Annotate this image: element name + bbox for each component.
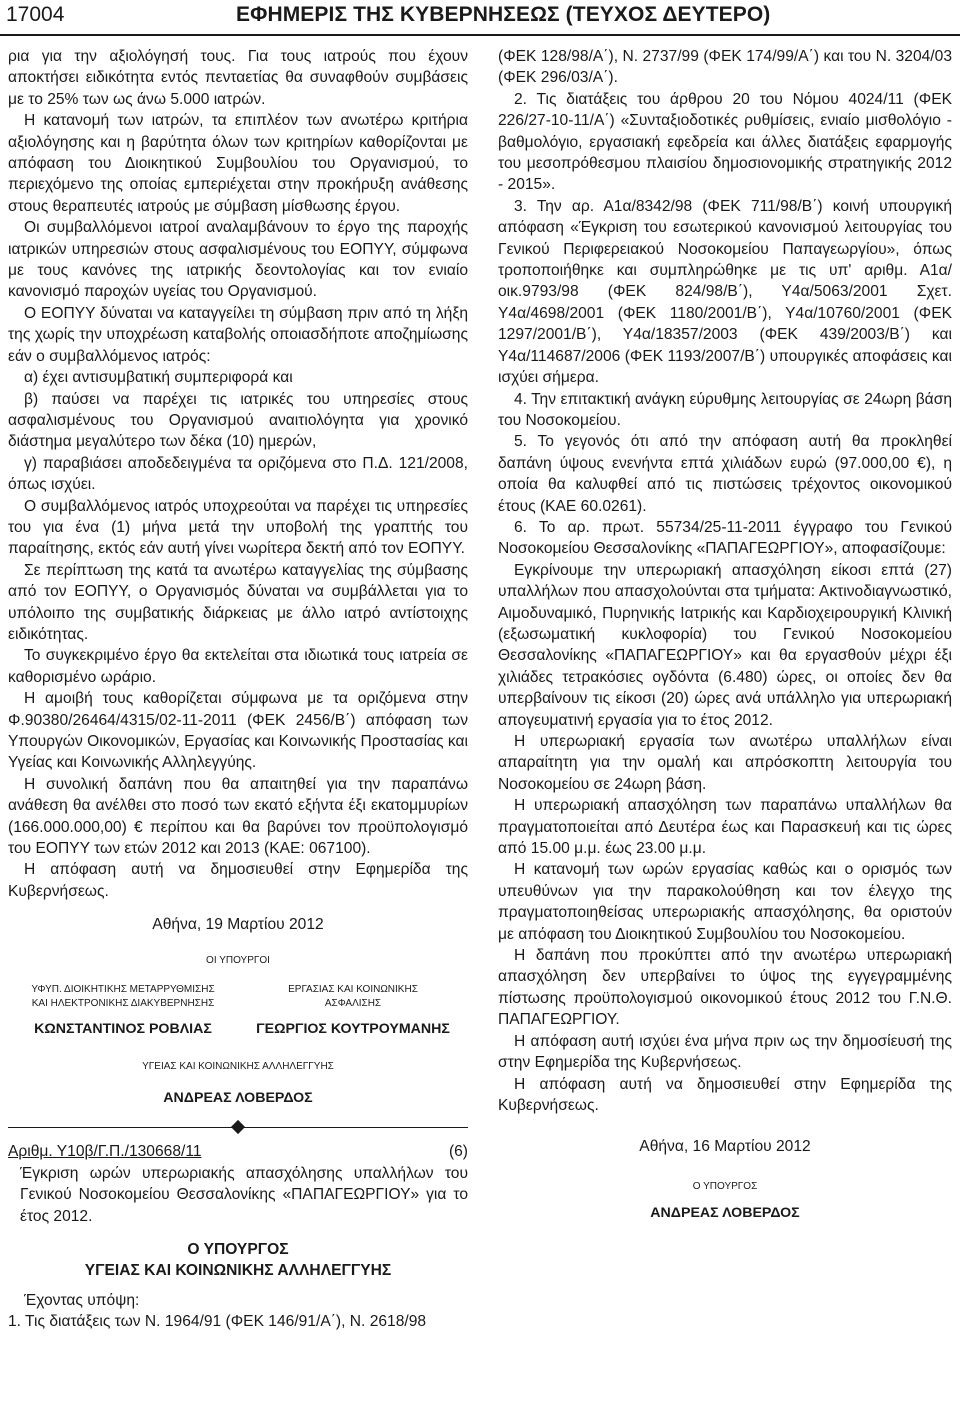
signatory-role: Ο ΥΠΟΥΡΓΟΣ	[692, 1180, 758, 1192]
paragraph: Η συνολική δαπάνη που θα απαιτηθεί για την παραπάνω ανάθεση θα ανέλθει στο ποσό των εκατό εξήντα έξι εκατομμυρίων (166.000.000,00) € περίπου και θα βαρύνει τον προϋπολογισμό του ΕΟΠΥΥ των ετών 2012 και 2013 (ΚΑΕ: 067100).	[8, 775, 468, 858]
paragraph: Σε περίπτωση της κατά τα ανωτέρω καταγγελίας της σύμβασης από τον ΕΟΠΥΥ, ο Οργανισμός δύναται να συμβάλλεται για το υπόλοιπο της συμβατικής διάρκειας με άλλο ιατρό αντίστοιχης ειδικότητας.	[8, 561, 468, 643]
signatory-names	[8, 1019, 468, 1040]
paragraph: 5. Το γεγονός ότι από την απόφαση αυτή θα προκληθεί δαπάνη ύψους ενενήντα επτά χιλιάδων ευρώ (97.000,00 €), η οποία θα καλυφθεί από τις πιστώσεις τρέχοντος οικονομικού έτους (ΚΑΕ 60.0261).	[498, 433, 952, 515]
decision-reference	[8, 1141, 468, 1162]
paragraph: α) έχει αντισυμβατική συμπεριφορά και	[24, 369, 293, 387]
signatory-name-health: ΑΝΔΡΕΑΣ ΛΟΒΕΡΔΟΣ	[163, 1089, 313, 1106]
role-line: ΕΡΓΑΣΙΑΣ ΚΑΙ ΚΟΙΝΩΝΙΚΗΣ	[288, 984, 418, 996]
header-divider	[0, 34, 960, 36]
paragraph: ρια για την αξιολόγησή τους. Για τους ιατρούς που έχουν αποκτήσει ειδικότητα εντός πενταετίας θα συναφθούν συμβάσεις με το 25% των ως άνω 5.000 ιατρών.	[8, 48, 468, 108]
signatory-roles	[8, 983, 468, 1011]
paragraph: (ΦΕΚ 128/98/Α΄), Ν. 2737/99 (ΦΕΚ 174/99/Α΄) και του Ν. 3204/03 (ΦΕΚ 296/03/Α΄).	[498, 48, 952, 87]
ministers-heading: ΟΙ ΥΠΟΥΡΓΟΙ	[206, 954, 270, 966]
reference-number: Αριθμ. Υ10β/Γ.Π./130668/11	[8, 1143, 202, 1161]
signatory-role-left	[8, 983, 238, 1011]
paragraph: Η υπερωριακή απασχόληση των παραπάνω υπαλλήλων θα πραγματοποιείται από Δευτέρα έως και Παρασκευή και τις ώρες από 15.00 μ.μ. έως 23.00 μ.μ.	[498, 797, 952, 858]
paragraph: Η κατανομή των ωρών εργασίας καθώς και ο ορισμός των υπευθύνων για την παρακολούθηση και τον έλεγχο της πραγματοποιηθείσας υπερωριακής απασχόλησης, θα οριστούν με απόφαση του Διοικητικού Συμβουλίου του Νοσοκομείου.	[498, 861, 952, 943]
paragraph: Ο ΕΟΠΥΥ δύναται να καταγγείλει τη σύμβαση πριν από τη λήξη της χωρίς την υποχρέωση καταβολής οποιασδήποτε αποζημίωσης εάν ο συμβαλλόμενος ιατρός:	[8, 304, 468, 365]
role-line: ΑΣΦΑΛΙΣΗΣ	[324, 998, 382, 1010]
role-line: ΥΦΥΠ. ΔΙΟΙΚΗΤΙΚΗΣ ΜΕΤΑΡΡΥΘΜΙΣΗΣ	[31, 984, 215, 996]
paragraph: 3. Την αρ. Α1α/8342/98 (ΦΕΚ 711/98/Β΄) κοινή υπουργική απόφαση «Έγκριση του εσωτερικού κανονισμού λειτουργίας του Γενικού Περιφερειακού Νοσοκομείου Παπαγεωργίου», όπως τροποποιήθηκε και συμπληρώθηκε με τις υπ' αριθμ. Α1α/οικ.9793/98 (ΦΕΚ 824/98/Β΄), Υ4α/5063/2001 Σχετ. Υ4α/4698/2001 (ΦΕΚ 1180/2001/Β΄), Υ4α/10760/2001 (ΦΕΚ 1297/2001/Β΄), Υ4α/18357/2003 (ΦΕΚ 439/2003/Β΄) και Υ4α/114687/2006 (ΦΕΚ 1193/2007/Β΄) υπουργικές αποφάσεις και ισχύει σήμερα.	[498, 197, 952, 387]
paragraph: Η κατανομή των ιατρών, τα επιπλέον των ανωτέρω κριτήρια αξιολόγησης και η βαρύτητα όλων των κριτηρίων καθορίζονται με απόφαση του Διοικητικού Συμβουλίου του Οργανισμού, το περιεχόμενο της οποίας εμπεριέχεται στην προκήρυξη ανάθεσης στους θεραπευτές ιατρούς με σύμβαση μίσθωσης έργου.	[8, 112, 468, 215]
paragraph: Η απόφαση αυτή ισχύει ένα μήνα πριν ως την δημοσίευσή της στην Εφημερίδα της Κυβερνήσεως.	[498, 1032, 952, 1072]
paragraph: γ) παραβιάσει αποδεδειγμένα τα οριζόμενα στο Π.Δ. 121/2008, όπως ισχύει.	[8, 454, 468, 494]
gazette-title: ΕΦΗΜΕΡΙΣ ΤΗΣ ΚΥΒΕΡΝΗΣΕΩΣ (ΤΕΥΧΟΣ ΔΕΥΤΕΡΟ)	[236, 3, 771, 26]
paragraph: Η απόφαση αυτή να δημοσιευθεί στην Εφημερίδα της Κυβερνήσεως.	[8, 861, 468, 900]
paragraph: Η δαπάνη που προκύπτει από την ανωτέρω υπερωριακή απασχόληση δεν υπερβαίνει το ύψος της εγγεγραμμένης πίστωσης προϋπολογισμού οικονομικού έτους 2012 του Γ.Ν.Θ. ΠΑΠΑΓΕΩΡΓΙΟΥ.	[498, 947, 952, 1029]
signing-date: Αθήνα, 19 Μαρτίου 2012	[152, 916, 324, 934]
minister-heading-line: ΥΓΕΙΑΣ ΚΑΙ ΚΟΙΝΩΝΙΚΗΣ ΑΛΛΗΛΕΓΓΥΗΣ	[84, 1262, 392, 1280]
diamond-icon	[231, 1120, 245, 1134]
paragraph: Ο συμβαλλόμενος ιατρός υποχρεούται να παρέχει τις υπηρεσίες του για ένα (1) μήνα μετά την υποβολή της γραπτής του παραίτησης, εκτός εάν αυτή γίνει νωρίτερα δεκτή από τον ΕΟΠΥΥ.	[8, 497, 468, 558]
paragraph: Εγκρίνουμε την υπερωριακή απασχόληση είκοσι επτά (27) υπαλλήλων που απασχολούνται στα τμήματα: Ακτινοδιαγνωστικό, Αιμοδυναμικό, Πυρηνικής Ιατρικής και Καρδιοχειρουργική Κλινική (εξωσωματική κυκλοφορία) του Γενικού Νοσοκομείου Θεσσαλονίκης «ΠΑΠΑΓΕΩΡΓΙΟΥ» και θα εργασθούν μέχρι έξι χιλιάδες τετρακόσιες ογδόντα (6.480) ώρες, οι οποίες δεν θα υπερβαίνουν τις είκοσι (20) ώρες ανά υπάλληλο για υπερωριακή απογευματινή εργασία για το έτος 2012.	[498, 561, 952, 729]
having-regard: Έχοντας υπόψη:	[24, 1291, 140, 1309]
right-column	[498, 46, 952, 1225]
decision-title: Έγκριση ωρών υπερωριακής απασχόλησης υπαλλήλων του Γενικού Νοσοκομείου Θεσσαλονίκης «ΠΑΠΑΓΕΩΡΓΙΟΥ» για το έτος 2012.	[20, 1164, 468, 1225]
signatory-name-left: ΚΩΝΣΤΑΝΤΙΝΟΣ ΡΟΒΛΙΑΣ	[34, 1021, 212, 1038]
paragraph: Το συγκεκριμένο έργο θα εκτελείται στα ιδιωτικά τους ιατρεία σε καθορισμένο ωράριο.	[8, 647, 468, 686]
page-header	[0, 0, 960, 38]
paragraph: Η αμοιβή τους καθορίζεται σύμφωνα με τα οριζόμενα στην Φ.90380/26464/4315/02-11-2011 (ΦΕΚ 2456/Β΄) απόφαση των Υπουργών Οικονομικών, Εργασίας και Κοινωνικής Προστασίας και Υγείας και Κοινωνικής Αλληλεγγύης.	[8, 690, 468, 772]
paragraph: 4. Την επιτακτική ανάγκη εύρυθμης λειτουργίας σε 24ωρη βάση του Νοσοκομείου.	[498, 390, 952, 429]
paragraph: 6. Το αρ. πρωτ. 55734/25-11-2011 έγγραφο του Γενικού Νοσοκομείου Θεσσαλονίκης «ΠΑΠΑΓΕΩΡΓΙΟΥ», αποφασίζουμε:	[498, 518, 952, 558]
signatory-name-right: ΓΕΩΡΓΙΟΣ ΚΟΥΤΡΟΥΜΑΝΗΣ	[256, 1021, 450, 1038]
left-column	[8, 46, 468, 1333]
role-line: ΚΑΙ ΗΛΕΚΤΡΟΝΙΚΗΣ ΔΙΑΚΥΒΕΡΝΗΣΗΣ	[31, 998, 215, 1010]
reference-index: (6)	[448, 1143, 468, 1161]
signatory-name: ΑΝΔΡΕΑΣ ΛΟΒΕΡΔΟΣ	[650, 1205, 800, 1222]
signatory-role-right	[238, 983, 468, 1011]
signatory-role-health: ΥΓΕΙΑΣ ΚΑΙ ΚΟΙΝΩΝΙΚΗΣ ΑΛΛΗΛΕΓΓΥΗΣ	[142, 1061, 334, 1073]
page-number: 17004	[6, 3, 65, 26]
paragraph: Η υπερωριακή εργασία των ανωτέρω υπαλλήλων είναι απαραίτητη για την ομαλή και απρόσκοπτη λειτουργία του Νοσοκομείου σε 24ωρη βάση.	[498, 733, 952, 793]
paragraph: Η απόφαση αυτή να δημοσιευθεί στην Εφημερίδα της Κυβερνήσεως.	[498, 1075, 952, 1114]
minister-heading-line: Ο ΥΠΟΥΡΓΟΣ	[187, 1240, 289, 1258]
paragraph: 1. Τις διατάξεις των Ν. 1964/91 (ΦΕΚ 146/91/Α΄), Ν. 2618/98	[8, 1313, 427, 1331]
paragraph: Οι συμβαλλόμενοι ιατροί αναλαμβάνουν το έργο της παροχής ιατρικών υπηρεσιών στους ασφαλισμένους του ΕΟΠΥΥ, σύμφωνα με τους κανόνες της ιατρικής δεοντολογίας και τον ενιαίο κανονισμό παροχών υγείας του Οργανισμού.	[8, 219, 468, 301]
paragraph: β) παύσει να παρέχει τις ιατρικές του υπηρεσίες στους ασφαλισμένους του Οργανισμού αναιτιολόγητα για χρονικό διάστημα μεγαλύτερο των δέκα (10) ημερών,	[8, 390, 468, 451]
paragraph: 2. Τις διατάξεις του άρθρου 20 του Νόμου 4024/11 (ΦΕΚ 226/27-10-11/Α΄) «Συνταξιοδοτικές ρυθμίσεις, ενιαίο μισθολόγιο - βαθμολόγιο, εργασιακή εφεδρεία και άλλες διατάξεις εφαρμογής του μεσοπρόθεσμου πλαισίου δημοσιονομικής στρατηγικής 2012 - 2015».	[498, 90, 952, 194]
section-separator	[8, 1119, 468, 1137]
minister-heading	[8, 1239, 468, 1282]
signing-date: Αθήνα, 16 Μαρτίου 2012	[639, 1138, 811, 1156]
